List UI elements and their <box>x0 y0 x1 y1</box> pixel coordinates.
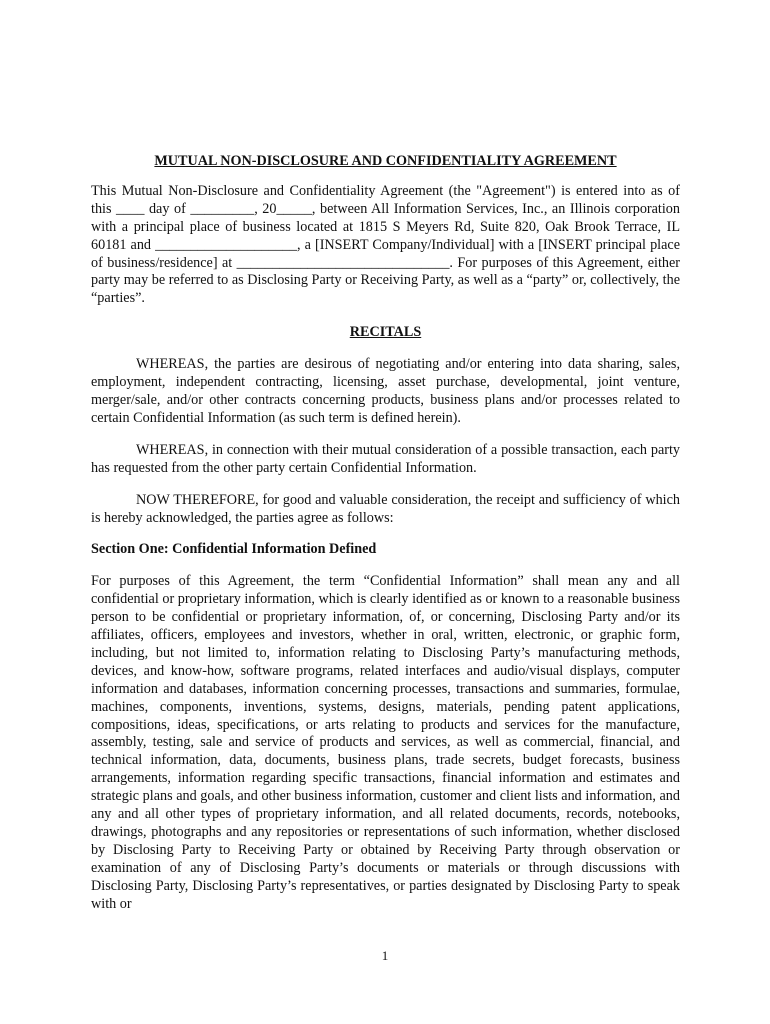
recitals-heading: RECITALS <box>349 324 422 341</box>
section-one-heading: Section One: Confidential Information Defined <box>91 541 377 558</box>
document-body <box>91 153 680 928</box>
document-title: MUTUAL NON-DISCLOSURE AND CONFIDENTIALITY AGREEMENT <box>154 153 617 169</box>
recital-paragraph: WHEREAS, in connection with their mutual consideration of a possible transaction, each party has requested from the other party certain Confidential Information. <box>91 441 680 476</box>
section-one-body: For purposes of this Agreement, the term “Confidential Information” shall mean any and all confidential or proprietary information, which is clearly identified as or known to a reasonable business person to be confidential or proprietary information, of, or concerning, Disclosing Party and/or its affiliates, officers, employees and investors, whether in oral, written, electronic, or graphic form, including, but not limited to, information relating to Disclosing Party’s manufacturing methods, devices, and know-how, software programs, related interfaces and audio/visual displays, computer information and databases, information concerning processes, transactions and summaries, formulae, machines, components, inventions, systems, designs, materials, pending patent applications, compositions, ideas, specifications, or arts relating to products and services for the manufacture, assembly, testing, sale and service of products and services, as well as commercial, financial, and technical information, data, documents, business plans, trade secrets, budget forecasts, business arrangements, information regarding specific transactions, financial information and estimates and strategic plans and goals, and other business information, customer and client lists and information, and any and all other types of proprietary information, and all related documents, records, notebooks, drawings, photographs and any repositories or representations of such information, whether disclosed by Disclosing Party to Receiving Party or obtained by Receiving Party through observation or examination of any of Disclosing Party’s documents or materials or through discussions with Disclosing Party, Disclosing Party’s representatives, or parties designated by Disclosing Party to speak with or <box>91 573 680 912</box>
recital-paragraph: NOW THEREFORE, for good and valuable consideration, the receipt and sufficiency of which is hereby acknowledged, the parties agree as follows: <box>91 491 680 526</box>
intro-paragraph: This Mutual Non-Disclosure and Confidentiality Agreement (the "Agreement") is entered into as of this ____ day of _________, 20_____, between All Information Services, Inc., an Illinois corporation with a principal place of business located at 1815 S Meyers Rd, Suite 820, Oak Brook Terrace, IL 60181 and ____________________, a [INSERT Company/Individual] with a [INSERT principal place of business/residence] at ______________________________. For purposes of this Agreement, either party may be referred to as Disclosing Party or Receiving Party, as well as a “party” or, collectively, the “parties”. <box>91 182 680 307</box>
recital-paragraph: WHEREAS, the parties are desirous of negotiating and/or entering into data sharing, sales, employment, independent contracting, licensing, asset purchase, developmental, joint venture, merger/sale, and/or other contracts concerning products, business plans and/or processes related to certain Confidential Information (as such term is defined herein). <box>91 356 680 426</box>
page-number: 1 <box>381 948 389 963</box>
